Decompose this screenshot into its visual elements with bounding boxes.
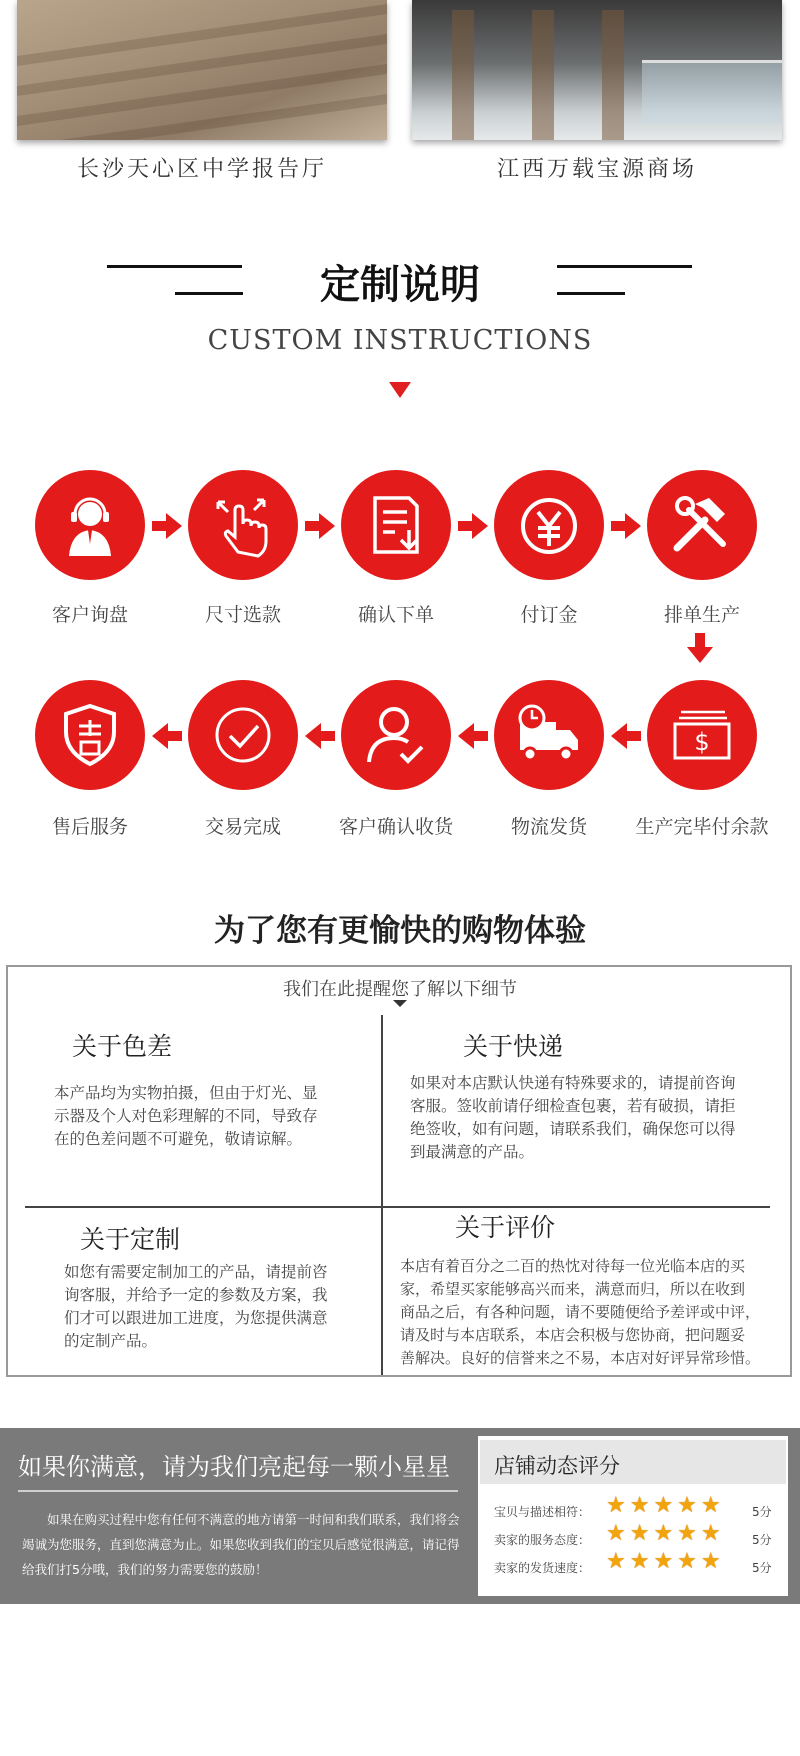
step-label: 交易完成: [204, 816, 281, 838]
step-production-scheduling: [642, 470, 762, 580]
hammer-wrench-icon: [667, 490, 737, 560]
photo-shopping-mall: [412, 0, 782, 140]
touch-hand-icon: [208, 490, 278, 560]
user-check-icon: [361, 700, 431, 770]
step-deposit: [489, 470, 609, 580]
star-rating: ★★★★★: [606, 1521, 725, 1546]
photo-report-hall: [17, 0, 387, 140]
cash-icon: [667, 700, 737, 770]
photo-caption: 江西万载宝源商场: [496, 157, 697, 182]
step-label: 售后服务: [51, 816, 128, 838]
star-rating: ★★★★★: [606, 1549, 725, 1574]
review-title: 关于评价: [455, 1213, 556, 1242]
order-document-icon: [361, 490, 431, 560]
down-triangle-icon: [389, 382, 411, 398]
arrow-right-icon: [458, 513, 488, 539]
color-diff-text: 本产品均为实物拍摄，但由于灯光、显 示器及个人对色彩理解的不同，导致存 在的色差问题不可避免，敬请谅解。: [54, 1084, 318, 1148]
step-size-selection: [183, 470, 303, 580]
step-confirm-receipt: [336, 680, 456, 790]
arrow-right-icon: [152, 513, 182, 539]
score-value: 5分: [752, 1561, 772, 1575]
shield-icon: [55, 700, 125, 770]
section-subtitle: CUSTOM INSTRUCTIONS: [207, 325, 593, 356]
experience-title: 为了您有更愉快的购物体验: [214, 913, 586, 949]
caret-down-icon: [393, 1000, 407, 1007]
color-diff-title: 关于色差: [72, 1032, 173, 1061]
express-title: 关于快递: [463, 1032, 564, 1061]
notice-heading: 我们在此提醒您了解以下细节: [283, 979, 517, 1000]
arrow-left-icon: [458, 723, 488, 749]
step-after-sales: [30, 680, 150, 790]
delivery-truck-icon: [514, 700, 584, 770]
arrow-right-icon: [611, 513, 641, 539]
divider: [25, 1206, 770, 1208]
section-title: 定制说明: [320, 261, 480, 308]
score-value: 5分: [752, 1533, 772, 1547]
check-circle-icon: [208, 700, 278, 770]
custom-text: 如您有需要定制加工的产品，请提前咨 询客服，并给予一定的参数及方案，我 们才可以跟进加工进度，为您提供满意 的定制产品。: [64, 1263, 328, 1350]
step-customer-inquiry: [30, 470, 150, 580]
step-label: 尺寸选款: [204, 604, 281, 626]
step-label: 排单生产: [663, 604, 740, 626]
star-rating: ★★★★★: [606, 1493, 725, 1518]
photo-caption: 长沙天心区中学报告厅: [76, 157, 327, 182]
score-row-label: 卖家的服务态度：: [494, 1533, 591, 1547]
step-deal-complete: [183, 680, 303, 790]
review-text: 本店有着百分之二百的热忱对待每一位光临本店的买 家，希望买家能够高兴而来，满意而归，所以在收到 商品之后，有各种问题，请不要随便给予差评或中评， 请及时与本店联系，本店会积极与您协商，把问题妥 善解决。良好的信誉来之不易，本店对好评异常珍惜。: [400, 1257, 761, 1367]
step-shipping: [489, 680, 609, 790]
step-label: 客户询盘: [51, 604, 128, 626]
divider: [18, 1490, 458, 1492]
step-label: 物流发货: [510, 816, 587, 838]
express-text: 如果对本店默认快递有特殊要求的，请提前咨询 客服。签收前请仔细检查包裹，若有破损，请拒 绝签收，如有问题，请联系我们，确保您可以得 到最满意的产品。: [410, 1074, 736, 1161]
arrow-left-icon: [611, 723, 641, 749]
step-label: 付订金: [520, 604, 578, 626]
score-row-label: 卖家的发货速度：: [494, 1561, 591, 1575]
step-label: 客户确认收货: [338, 816, 453, 838]
customer-service-icon: [55, 490, 125, 560]
arrow-left-icon: [305, 723, 335, 749]
svg-text:$: $: [694, 728, 710, 756]
score-value: 5分: [752, 1505, 772, 1519]
step-label: 确认下单: [357, 604, 434, 626]
arrow-right-icon: [305, 513, 335, 539]
score-row-label: 宝贝与描述相符：: [494, 1505, 591, 1519]
step-label: 生产完毕付余款: [635, 816, 769, 838]
score-panel-title: 店铺动态评分: [494, 1454, 620, 1478]
rating-text: 如果在购买过程中您有任何不满意的地方请第一时间和我们联系，我们将会竭诚为您服务，直到您满意为止。如果您收到我们的宝贝后感觉很满意，请记得给我们打5分哦，我们的努力需要您的鼓励！: [22, 1512, 460, 1577]
step-final-payment: [642, 680, 762, 790]
custom-title: 关于定制: [80, 1225, 181, 1254]
arrow-down-icon: [687, 633, 713, 663]
divider: [381, 1015, 383, 1375]
step-confirm-order: [336, 470, 456, 580]
yuan-coin-icon: [514, 490, 584, 560]
rating-title: 如果你满意，请为我们亮起每一颗小星星: [18, 1453, 450, 1481]
arrow-left-icon: [152, 723, 182, 749]
